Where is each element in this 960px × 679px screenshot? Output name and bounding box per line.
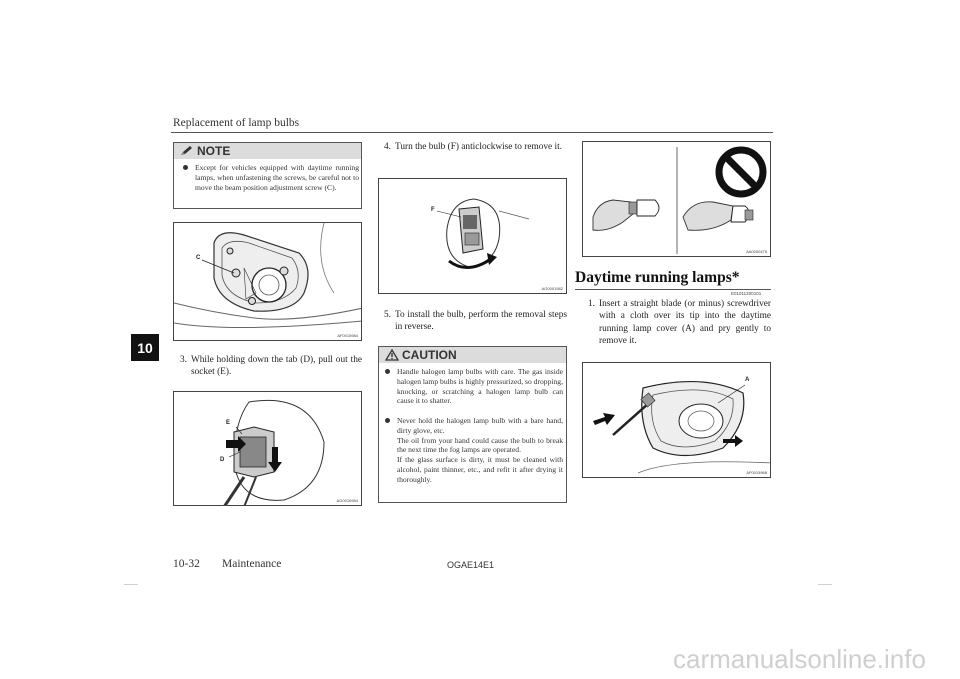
crop-mark bbox=[124, 584, 138, 585]
step-text: To install the bulb, perform the removal steps in reverse. bbox=[395, 310, 567, 333]
caution-text-2b: The oil from your hand could cause the bulb to break the next time the fog lamps are operated. bbox=[397, 435, 563, 455]
step-number: 4. bbox=[384, 142, 391, 152]
chapter-tab: 10 bbox=[131, 334, 159, 361]
label-c: C bbox=[196, 255, 201, 261]
note-pencil-icon bbox=[180, 145, 194, 157]
figure-socket-removal bbox=[173, 391, 362, 506]
section-title: Daytime running lamps* bbox=[575, 269, 740, 286]
warning-triangle-icon bbox=[385, 349, 399, 361]
figure-code: AF0015984 bbox=[337, 333, 358, 338]
step-number: 5. bbox=[384, 310, 391, 320]
section-code: E01011200101 bbox=[731, 291, 762, 296]
label-f: F bbox=[431, 207, 435, 213]
note-box bbox=[173, 142, 362, 209]
step-number: 1. bbox=[588, 299, 595, 309]
step-text: Insert a straight blade (or minus) screwdriver with a cloth over its tip into the daytime running lamp cover (A) and pry gently to remove it. bbox=[599, 299, 771, 347]
step-number: 3. bbox=[180, 355, 187, 365]
caution-text-2: Never hold the halogen lamp bulb with a bare hand, dirty glove, etc. bbox=[397, 416, 563, 435]
figure-drl-cover bbox=[582, 362, 771, 478]
label-d: D bbox=[220, 457, 225, 463]
bullet-icon bbox=[183, 165, 188, 170]
note-header bbox=[174, 143, 361, 159]
note-text: Except for vehicles equipped with daytime running lamps, when unfastening the screws, be careful not to move the beam position adjustment screw (C). bbox=[195, 163, 359, 192]
page-number: 10-32 bbox=[173, 558, 200, 570]
running-header: Replacement of lamp bulbs bbox=[173, 117, 300, 129]
caution-label: CAUTION bbox=[402, 348, 457, 362]
figure-code: AG0016984 bbox=[336, 498, 358, 503]
crop-mark bbox=[818, 584, 832, 585]
label-e: E bbox=[226, 420, 231, 426]
step-1 bbox=[588, 298, 771, 348]
footer-chapter: Maintenance bbox=[222, 558, 282, 570]
watermark: carmanualsonline.info bbox=[673, 644, 926, 674]
header-rule bbox=[171, 132, 773, 133]
caution-box bbox=[378, 346, 567, 503]
caution-bullet-2 bbox=[385, 416, 563, 485]
caution-text-2c: If the glass surface is dirty, it must be cleaned with alcohol, paint thinner, etc., and refit it after drying it thoroughly. bbox=[397, 455, 563, 484]
figure-bulb-handling bbox=[582, 141, 771, 257]
step-4 bbox=[384, 141, 567, 153]
caution-header bbox=[379, 347, 566, 363]
step-text: Turn the bulb (F) anticlockwise to remove it. bbox=[395, 142, 562, 152]
figure-headlamp-screws bbox=[173, 222, 362, 341]
bullet-icon bbox=[385, 369, 390, 374]
figure-code: AF0015968 bbox=[746, 470, 767, 475]
doc-code: OGAE14E1 bbox=[447, 560, 495, 570]
step-text: While holding down the tab (D), pull out the socket (E). bbox=[191, 355, 362, 378]
figure-code: AA0000475 bbox=[746, 249, 767, 254]
note-label: NOTE bbox=[197, 144, 231, 158]
figure-code: AG0001582 bbox=[541, 286, 563, 291]
section-rule bbox=[575, 289, 771, 290]
bullet-icon bbox=[385, 418, 390, 423]
step-5 bbox=[384, 309, 567, 334]
label-a: A bbox=[745, 377, 750, 383]
step-3 bbox=[180, 354, 362, 379]
figure-bulb-turn bbox=[378, 178, 567, 294]
note-bullet bbox=[183, 163, 359, 192]
caution-text-1: Handle halogen lamp bulbs with care. The gas inside halogen lamp bulbs is highly pressurized, so dropping, knocking, or scratching a halogen lamp bulb can cause it to shatter. bbox=[397, 367, 563, 406]
caution-bullet-1 bbox=[385, 367, 563, 406]
